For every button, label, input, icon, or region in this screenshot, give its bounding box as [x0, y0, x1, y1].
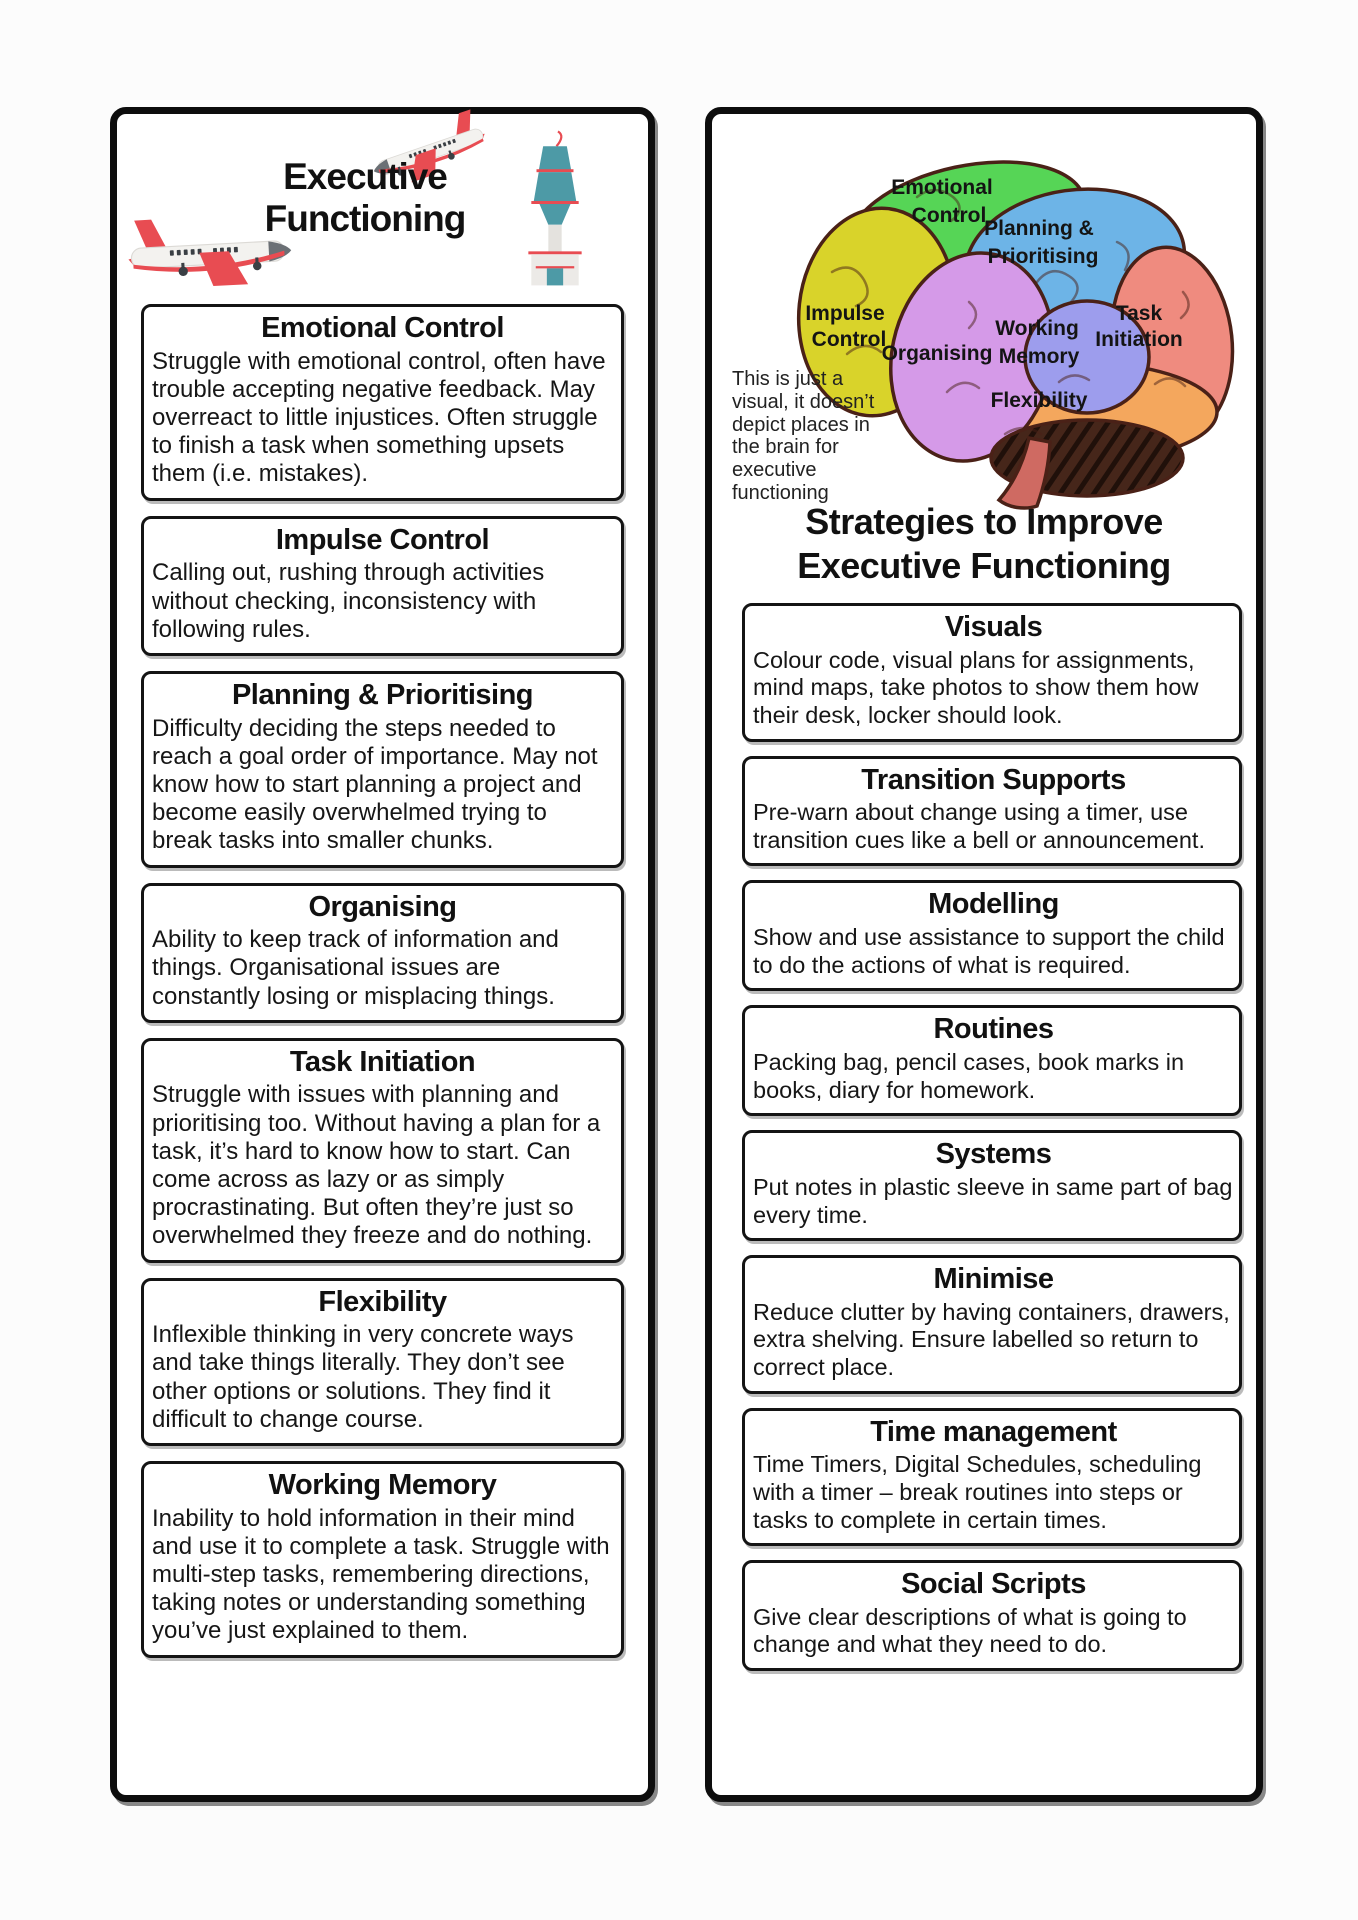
box-body: Reduce clutter by having containers, drawers, extra shelving. Ensure labelled so return to correct place. [753, 1298, 1230, 1381]
strategy-box-social-scripts [742, 1560, 1242, 1671]
box-body: Calling out, rushing through activities without checking, inconsistency with following rules. [152, 559, 545, 643]
strategies-title-line1: Strategies to Improve [805, 501, 1163, 542]
svg-text:Initiation: Initiation [1095, 328, 1183, 351]
svg-text:Control: Control [811, 328, 887, 351]
box-body: Inflexible thinking in very concrete ways and take things literally. They don’t see other options or solutions. They find it difficult to change course. [152, 1321, 574, 1433]
strategies-panel [705, 107, 1263, 1802]
topic-box-impulse-control [141, 516, 624, 656]
strategy-box-visuals [742, 603, 1242, 742]
box-body: Struggle with issues with planning and prioritising too. Without having a plan for a task, it’s hard to know how to start. Can come across as lazy or as simply procrastinating. But often they’re just so overwhelmed they freeze and do nothing. [152, 1081, 601, 1250]
box-body: Pre-warn about change using a timer, use transition cues like a bell or announcement. [753, 799, 1205, 853]
svg-text:Planning &: Planning & [984, 217, 1094, 240]
box-title: Social Scripts [901, 1568, 1086, 1601]
strategy-box-routines [742, 1005, 1242, 1116]
executive-functioning-panel [110, 107, 655, 1802]
brain-disclaimer-note: This is just a visual, it doesn’t depict places in the brain for executive functioning [732, 368, 875, 504]
strategy-box-systems [742, 1130, 1242, 1241]
box-title: Systems [935, 1138, 1052, 1171]
control-tower-icon [518, 130, 592, 287]
svg-text:Working: Working [995, 317, 1079, 340]
svg-text:Emotional: Emotional [891, 176, 993, 199]
box-body: Time Timers, Digital Schedules, scheduling with a timer – break routines into steps or tasks to complete in certain times. [753, 1451, 1202, 1533]
box-body: Colour code, visual plans for assignments, mind maps, take photos to show them how their desk, locker should look. [753, 646, 1199, 728]
topic-box-working-memory [141, 1461, 624, 1658]
svg-text:Memory: Memory [998, 345, 1080, 368]
left-header [117, 114, 648, 304]
box-title: Time management [870, 1415, 1117, 1448]
box-body: Show and use assistance to support the child to do the actions of what is required. [753, 924, 1225, 978]
topic-box-emotional-control [141, 304, 624, 501]
topic-box-flexibility [141, 1278, 624, 1446]
svg-text:Flexibility: Flexibility [990, 389, 1088, 412]
strategies-title-line2: Executive Functioning [797, 544, 1171, 586]
topic-box-organising [141, 883, 624, 1023]
box-title: Emotional Control [261, 312, 504, 344]
topic-box-planning-prioritising [141, 671, 624, 868]
box-title: Modelling [928, 888, 1059, 921]
box-title: Transition Supports [861, 763, 1126, 796]
strategy-boxes [712, 603, 1256, 1685]
box-body: Struggle with emotional control, often have trouble accepting negative feedback. May overreact to little injustices. Often struggle to finish a task when something upsets them (i.e. mistakes). [152, 347, 606, 488]
strategy-box-minimise [742, 1255, 1242, 1394]
airplane-icon [123, 208, 297, 294]
box-title: Organising [308, 890, 457, 923]
topic-box-task-initiation [141, 1038, 624, 1263]
strategies-title [712, 500, 1256, 588]
box-title: Working Memory [268, 1469, 497, 1501]
strategy-box-transition-supports [742, 756, 1242, 867]
box-body: Difficulty deciding the steps needed to reach a goal order of importance. May not know how to start planning a project and become easily overwhelmed trying to break tasks into smaller chunks. [152, 714, 598, 855]
box-title: Routines [933, 1013, 1054, 1046]
box-title: Impulse Control [275, 523, 490, 556]
box-body: Ability to keep track of information and things. Organisational issues are constantly losing or misplacing things. [152, 926, 559, 1010]
box-body: Give clear descriptions of what is going to change and what they need to do. [753, 1603, 1187, 1658]
box-body: Put notes in plastic sleeve in same part of bag every time. [753, 1173, 1233, 1228]
svg-text:Control: Control [911, 204, 987, 227]
svg-text:Prioritising: Prioritising [987, 245, 1099, 268]
box-body: Packing bag, pencil cases, book marks in books, diary for homework. [753, 1049, 1185, 1103]
strategy-box-time-management [742, 1408, 1242, 1547]
box-title: Minimise [933, 1263, 1054, 1296]
svg-text:Impulse: Impulse [805, 302, 885, 325]
box-title: Task Initiation [289, 1045, 476, 1078]
svg-text:Task: Task [1115, 302, 1163, 325]
page-title: Executive Functioning [264, 156, 466, 239]
svg-text:Organising: Organising [881, 342, 993, 365]
box-body: Inability to hold information in their mind and use it to complete a task. Struggle with multi-step tasks, remembering directions, taking notes or understanding something you’ve just explained to them. [152, 1504, 610, 1645]
box-title: Planning & Prioritising [231, 678, 534, 711]
strategy-box-modelling [742, 880, 1242, 991]
box-title: Visuals [944, 611, 1043, 643]
box-title: Flexibility [318, 1285, 447, 1318]
